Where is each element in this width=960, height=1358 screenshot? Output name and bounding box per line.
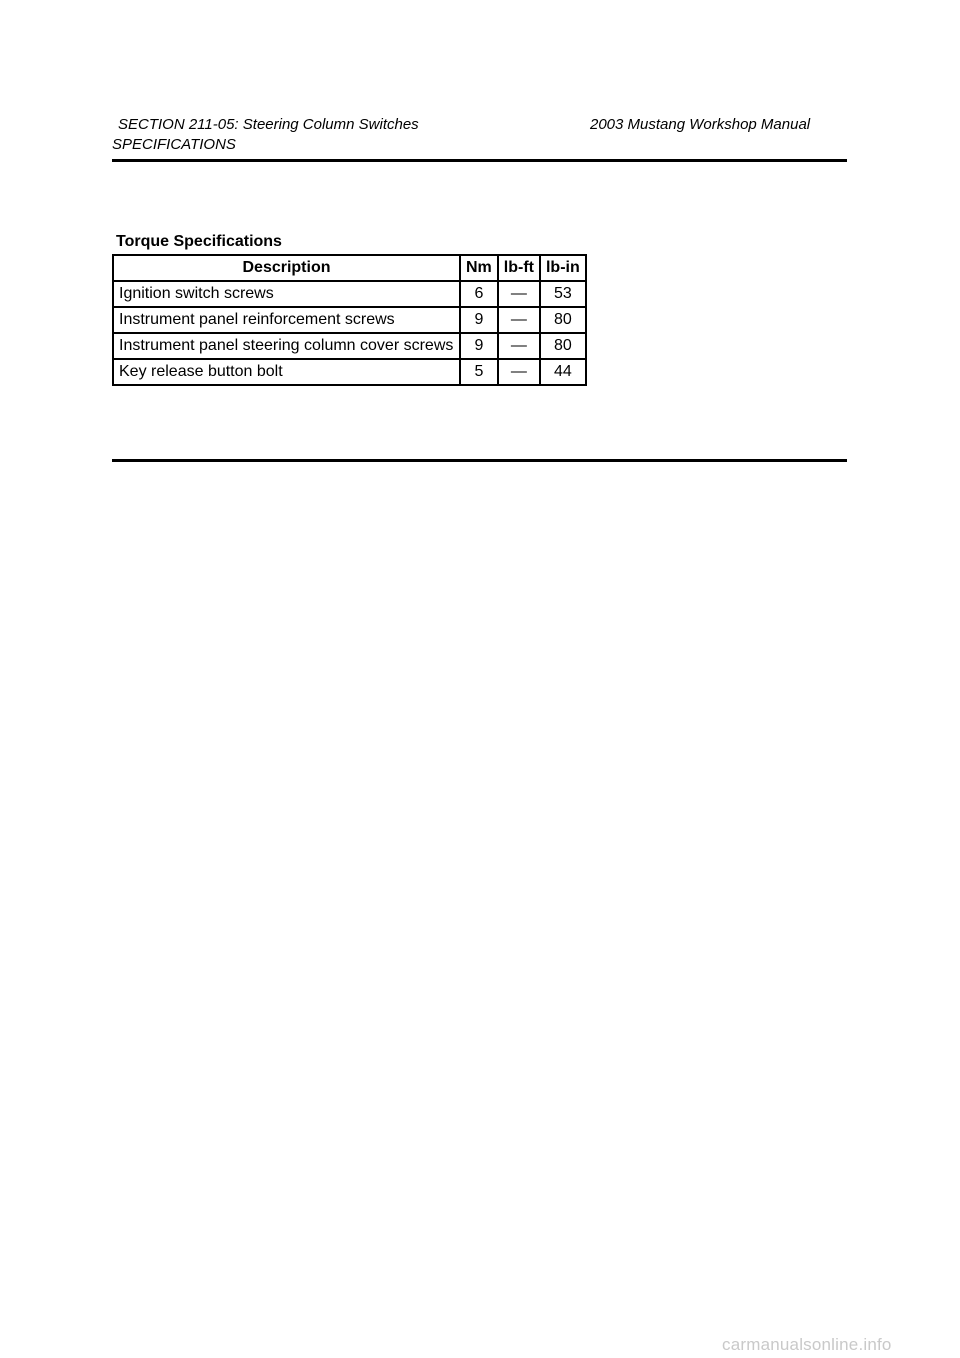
table-caption: Torque Specifications <box>116 233 282 250</box>
row-nm: 6 <box>460 281 498 307</box>
row-description: Key release button bolt <box>113 359 460 385</box>
column-header-lbin: lb-in <box>540 255 586 281</box>
watermark: carmanualsonline.info <box>722 1335 892 1354</box>
table-header-row <box>113 255 586 281</box>
row-nm: 9 <box>460 333 498 359</box>
table-row <box>113 333 586 359</box>
row-nm: 9 <box>460 307 498 333</box>
row-lbft: — <box>498 359 540 385</box>
torque-spec-table <box>112 254 587 386</box>
footer-rule <box>112 459 847 462</box>
row-lbft: — <box>498 307 540 333</box>
header-rule <box>112 159 847 162</box>
table-row <box>113 281 586 307</box>
column-header-nm: Nm <box>460 255 498 281</box>
table-row <box>113 359 586 385</box>
column-header-description: Description <box>113 255 460 281</box>
row-description: Instrument panel reinforcement screws <box>113 307 460 333</box>
header-section-title: SECTION 211-05: Steering Column Switches <box>118 116 419 133</box>
row-lbft: — <box>498 281 540 307</box>
header-manual-title: 2003 Mustang Workshop Manual <box>590 116 811 133</box>
row-lbin: 44 <box>540 359 586 385</box>
table-row <box>113 307 586 333</box>
header-subsection: SPECIFICATIONS <box>112 136 236 153</box>
row-lbft: — <box>498 333 540 359</box>
row-description: Ignition switch screws <box>113 281 460 307</box>
row-nm: 5 <box>460 359 498 385</box>
column-header-lbft: lb-ft <box>498 255 540 281</box>
row-lbin: 80 <box>540 333 586 359</box>
row-lbin: 80 <box>540 307 586 333</box>
row-lbin: 53 <box>540 281 586 307</box>
row-description: Instrument panel steering column cover screws <box>113 333 460 359</box>
